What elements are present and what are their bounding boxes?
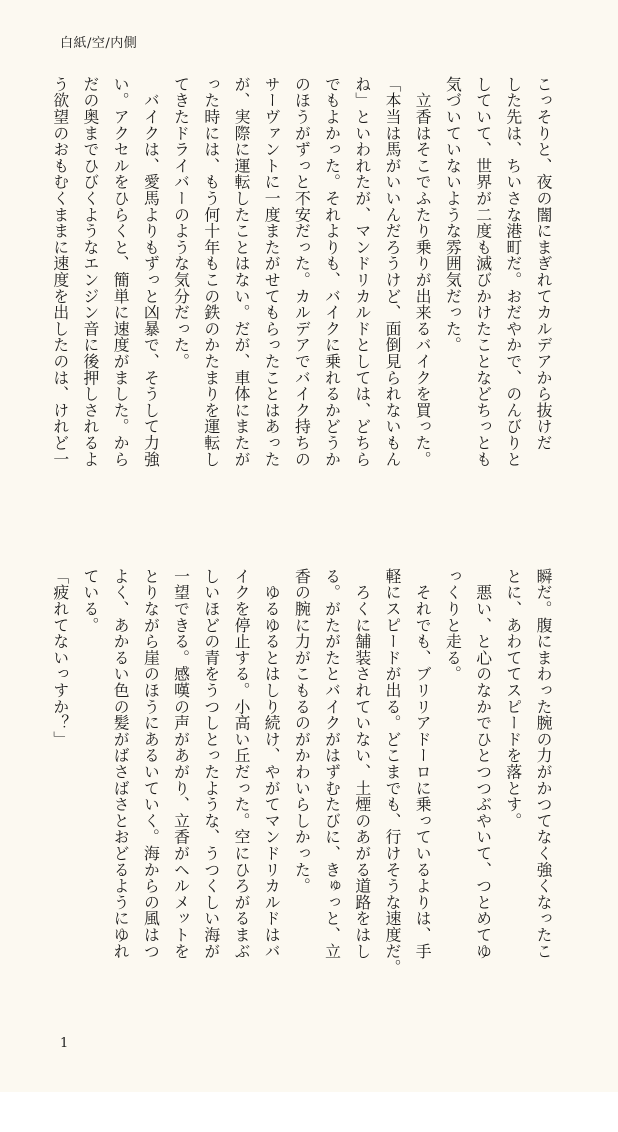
page-number: 1	[60, 1036, 69, 1051]
text-line: 瞬だ。腹にまわった腕の力がかつてなく強くなったこ	[534, 568, 553, 960]
text-line: よく、あかるい色の髪がばさばさとおどるようにゆれ	[111, 568, 131, 960]
text-line: 「疲れてないっすか？」	[50, 568, 70, 748]
text-line: ね」といわれたが、マンドリカルドとしては、どちら	[352, 76, 372, 468]
text-line: っくりと走る。	[443, 568, 463, 683]
text-line: ろくに舗装されていない、土煙のあがる道路をはし	[352, 568, 372, 960]
text-line: 香の腕に力がこもるのがかわいらしかった。	[292, 568, 312, 894]
text-block-lower	[45, 568, 558, 1022]
text-line: だの奥までひびくようなエンジン音に後押しされるよ	[80, 76, 100, 468]
text-line: していて、世界が二度も滅びかけたことなどちっとも	[473, 76, 493, 468]
text-line: 気づいていないような雰囲気だった。	[443, 76, 463, 354]
text-line: ている。	[80, 568, 100, 634]
text-line: 立香はそこでふたり乗りが出来るバイクを買った。	[413, 76, 433, 468]
text-line: イクを停止する。小高い丘だった。空にひろがるまぶ	[231, 568, 251, 960]
text-line: でもよかった。それよりも、バイクに乗れるかどうか	[322, 76, 342, 468]
text-line: 悪い、と心のなかでひとつつぶやいて、つとめてゆ	[473, 568, 493, 960]
text-line: が、実際に運転したことはない。だが、車体にまたが	[231, 76, 251, 468]
text-line: てきたドライバーのような気分だった。	[171, 76, 191, 370]
text-line: 一望できる。感嘆の声があがり、立香がヘルメットを	[171, 568, 191, 960]
text-line: い。アクセルをひらくと、簡単に速度がました。から	[111, 76, 131, 468]
text-line: こっそりと、夜の闇にまぎれてカルデアから抜けだ	[534, 76, 553, 451]
text-line: った時には、もう何十年もこの鉄のかたまりを運転し	[201, 76, 221, 468]
text-line: 「本当は馬がいいんだろうけど、面倒見られないもん	[382, 76, 402, 468]
text-line: ゆるゆるとはしり続け、やがてマンドリカルドはバ	[262, 568, 282, 960]
text-line: とに、あわててスピードを落とす。	[503, 568, 523, 829]
breadcrumb: 白紙/空/内側	[60, 36, 138, 51]
text-line: した先は、ちいさな港町だ。おだやかで、のんびりと	[503, 76, 523, 468]
text-line: のほうがずっと不安だった。カルデアでバイク持ちの	[292, 76, 312, 468]
text-line: る。がたがたとバイクがはずむたびに、きゅっと、立	[322, 568, 342, 960]
text-line: 軽にスピードが出る。どこまでも、行けそうな速度だ。	[382, 568, 402, 976]
text-line: サーヴァントに一度またがせてもらったことはあった	[262, 76, 282, 468]
text-line: バイクは、愛馬よりもずっと凶暴で、そうして力強	[141, 76, 161, 468]
text-line: とりながら崖のほうにあるいていく。海からの風はつ	[141, 568, 161, 960]
text-line: それでも、ブリリアドーロに乗っているよりは、手	[413, 568, 433, 960]
text-line: う欲望のおもむくままに速度を出したのは、けれど一	[50, 76, 70, 468]
text-line: しいほどの青をうつしとったような、うつくしい海が	[201, 568, 221, 960]
text-block-upper	[45, 76, 558, 530]
